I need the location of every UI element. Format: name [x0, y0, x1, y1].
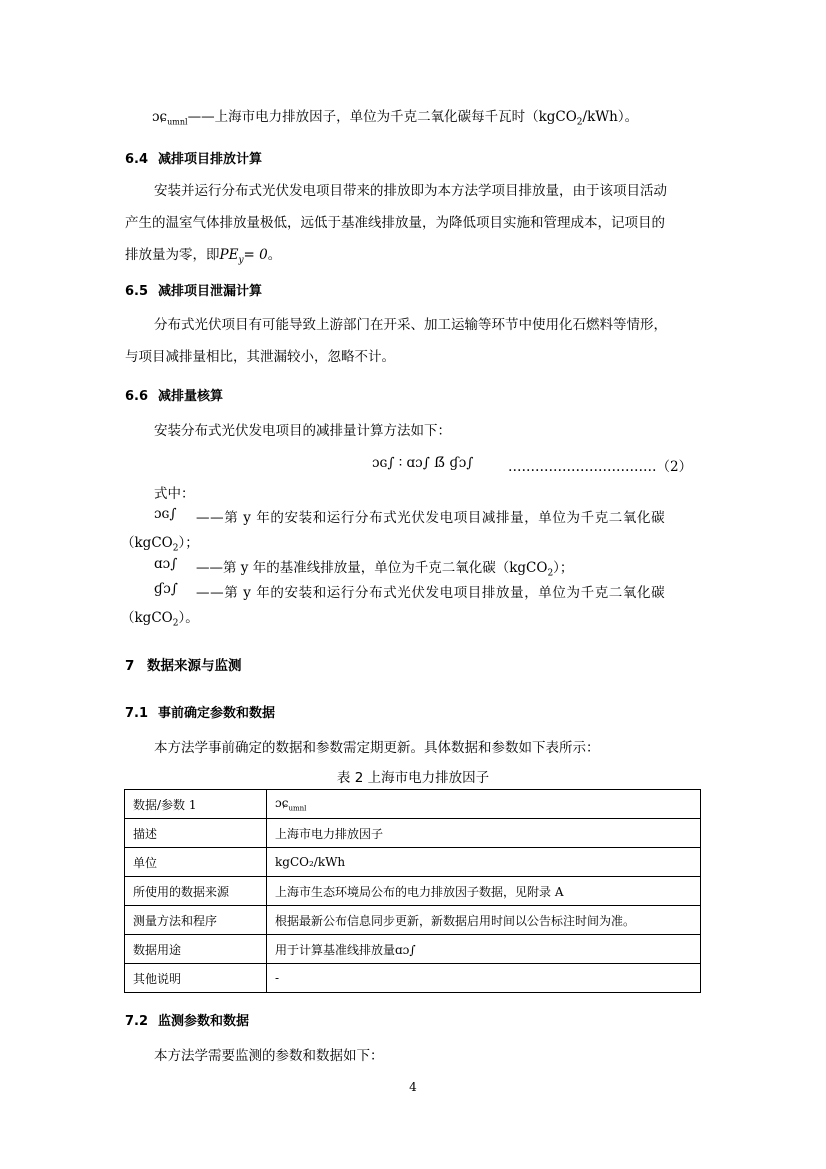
formula-2: [372, 455, 473, 471]
section-title: 减排项目泄漏计算: [158, 284, 263, 299]
table-cell-value: [267, 906, 701, 935]
formula-2-ref: ……………………………（2）: [508, 459, 693, 475]
table-cell-key: 描述: [125, 819, 267, 848]
table-cell-key: 测量方法和程序: [125, 906, 267, 935]
text-run: ——第 y 年的基准线排放量，单位为千克二氧化碳（kgCO: [196, 560, 548, 576]
table-row: [125, 906, 701, 935]
table-row: [125, 819, 701, 848]
section-6-4-body: [125, 175, 703, 277]
text-run: ）；: [178, 535, 199, 551]
cell-text: kgCO₂/kWh: [275, 855, 346, 869]
table-row: [125, 790, 701, 819]
section-7-2-heading: [125, 1010, 249, 1029]
cell-text: ɔɕ: [275, 795, 289, 810]
cell-text: 根据最新公布信息同步更新，新数据启用时间以公告标注时间为准。: [275, 913, 636, 928]
text-run: 2: [172, 618, 179, 629]
text-run: （kgCO: [121, 610, 173, 626]
table-cell-value: [267, 877, 701, 906]
section-6-6-heading: [125, 385, 223, 404]
formula-expression: ɔɢ∫ ∶ ɑɔ∫ ẞ ɠɔ∫: [372, 455, 474, 471]
section-number: 7.1: [125, 706, 149, 721]
def-er-text: ——第 y 年的安装和运行分布式光伏发电项目减排量，单位为千克二氧化碳: [196, 510, 666, 526]
table-row: [125, 935, 701, 964]
cell-text-sub: umnl: [288, 804, 307, 813]
section-number: 7: [125, 658, 135, 674]
table-cell-key: 所使用的数据来源: [125, 877, 267, 906]
section-7-heading: [125, 654, 242, 674]
ef-definition-tail: /kWh）。: [582, 109, 639, 125]
ef-symbol: ɔɕ: [152, 109, 168, 125]
ef-definition-text: ——上海市电力排放因子，单位为千克二氧化碳每千瓦时（kgCO: [187, 109, 577, 125]
section-6-4-heading: [125, 148, 262, 167]
table-cell-key: 数据/参数 1: [125, 790, 267, 819]
table-cell-value: [267, 935, 701, 964]
table-cell-key: 数据用途: [125, 935, 267, 964]
section-6-5-body: [125, 309, 703, 373]
where-label: 式中：: [154, 486, 195, 502]
table-cell-value: [267, 819, 701, 848]
paragraph-line: 安装并运行分布式光伏发电项目带来的排放即为本方法学项目排放量，由于该项目活动: [154, 183, 667, 199]
table-row: [125, 964, 701, 993]
section-7-1-heading: [125, 702, 275, 721]
text-run: 。: [267, 247, 282, 263]
formula-pe-sub: y: [238, 255, 244, 266]
def-er-unit: [121, 531, 199, 554]
def-pe-unit: [121, 606, 199, 629]
section-6-6-intro: 安装分布式光伏发电项目的减排量计算方法如下：: [154, 423, 451, 439]
table-cell-key: 单位: [125, 848, 267, 877]
text-run: ）。: [178, 610, 199, 626]
table-cell-value: [267, 964, 701, 993]
cell-text: 用于计算基准线排放量ɑɔ∫: [275, 942, 416, 957]
def-be-text: [196, 556, 573, 579]
section-title: 事前确定参数和数据: [158, 706, 276, 721]
paragraph-line: 分布式光伏项目有可能导致上游部门在开采、加工运输等环节中使用化石燃料等情形，: [154, 317, 667, 333]
section-number: 6.4: [125, 152, 149, 167]
formula-pe: PE: [219, 247, 239, 263]
table-row: [125, 877, 701, 906]
emission-factor-definition: [152, 105, 638, 128]
text-run: 2: [547, 568, 554, 579]
def-pe-text: ——第 y 年的安装和运行分布式光伏发电项目排放量，单位为千克二氧化碳: [196, 585, 666, 601]
def-er-symbol: ɔɢ∫: [154, 506, 177, 522]
section-title: 减排项目排放计算: [158, 152, 263, 167]
paragraph-line: 产生的温室气体排放量极低，远低于基准线排放量，为降低项目实施和管理成本，记项目的: [125, 215, 665, 231]
paragraph-line: 与项目减排量相比，其泄漏较小，忽略不计。: [125, 349, 395, 365]
table-title: 表 2 上海市电力排放因子: [336, 770, 490, 786]
section-6-5-heading: [125, 280, 262, 299]
text-run: ）；: [553, 560, 574, 576]
text-run: （kgCO: [121, 535, 173, 551]
section-7-1-intro: 本方法学事前确定的数据和参数需定期更新。具体数据和参数如下表所示：: [154, 740, 600, 756]
table-cell-value: [267, 790, 701, 819]
section-number: 6.6: [125, 389, 149, 404]
cell-text: 上海市电力排放因子: [275, 826, 384, 841]
ef-co2-sub: 2: [576, 117, 583, 128]
section-number: 7.2: [125, 1014, 149, 1029]
page-number: 4: [409, 1080, 417, 1094]
paragraph-line: [125, 239, 703, 277]
section-title: 监测参数和数据: [158, 1014, 250, 1029]
table-cell-value: [267, 848, 701, 877]
text-run: 2: [172, 543, 179, 554]
ef-symbol-sub: umnl: [167, 117, 188, 127]
section-number: 6.5: [125, 284, 149, 299]
table-row: [125, 848, 701, 877]
section-title: 数据来源与监测: [147, 658, 242, 674]
section-7-2-intro: 本方法学需要监测的参数和数据如下：: [154, 1048, 384, 1064]
cell-text: 上海市生态环境局公布的电力排放因子数据，见附录 A: [275, 884, 564, 899]
cell-text: -: [275, 971, 280, 985]
def-pe-symbol: ɠɔ∫: [154, 581, 178, 597]
text-run: 排放量为零，即: [125, 247, 220, 263]
def-be-symbol: ɑɔ∫: [154, 556, 178, 572]
formula-pe-value: = 0: [243, 247, 268, 263]
section-title: 减排量核算: [158, 389, 224, 404]
table-cell-key: 其他说明: [125, 964, 267, 993]
parameter-table: [124, 789, 701, 993]
